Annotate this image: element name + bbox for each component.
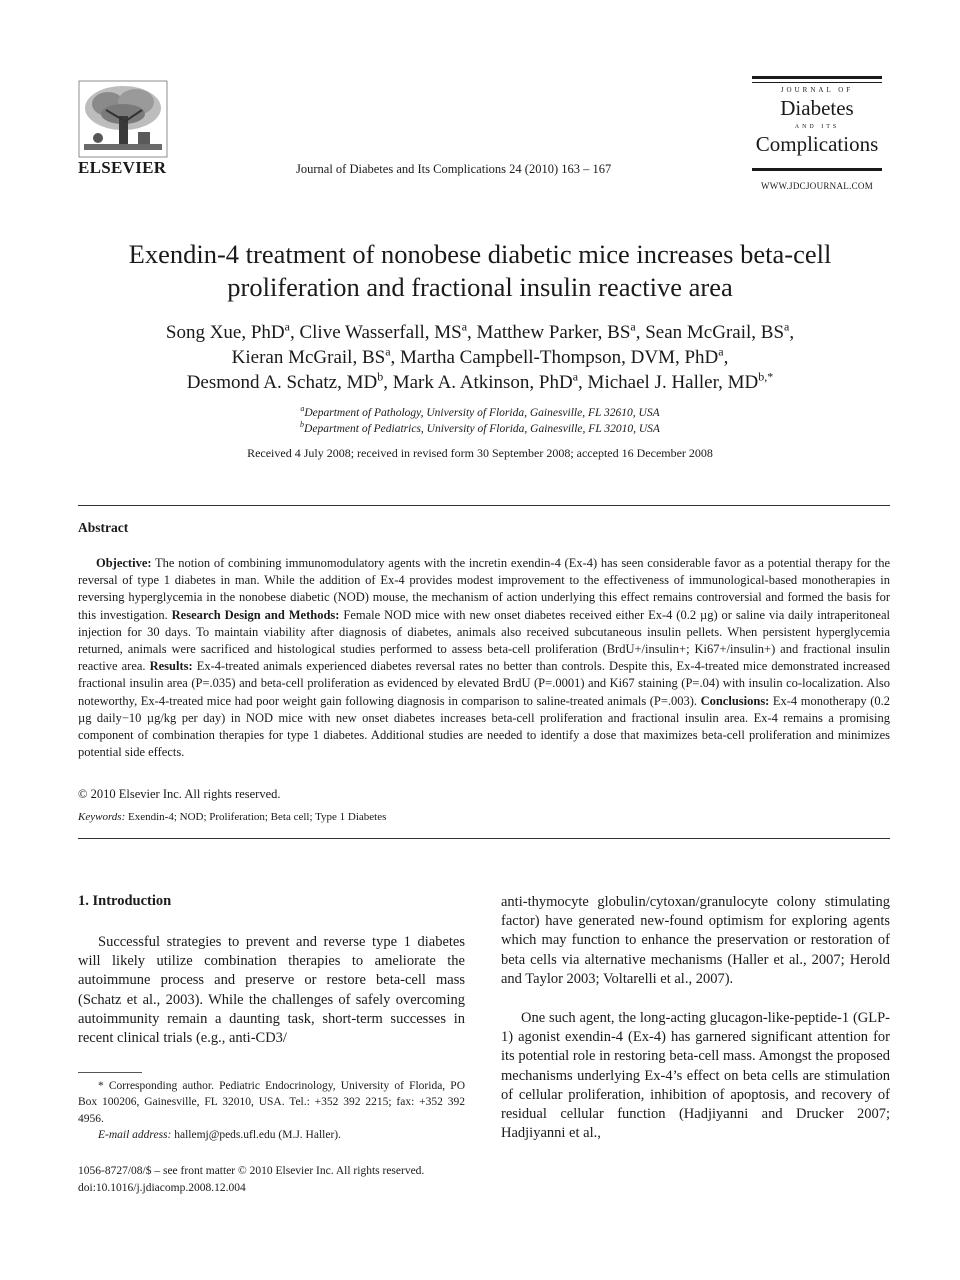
author-affil-sup: a [784, 319, 790, 334]
corresponding-author-footnote: * Corresponding author. Pediatric Endocrinology, University of Florida, PO Box 100206, Gainesville, FL 32010, USA. Tel.: +352 392 2215; fax: +352 392 4956. [78, 1080, 465, 1125]
publisher-name: ELSEVIER [78, 158, 167, 177]
affiliation-a [60, 405, 900, 421]
author-name: Clive Wasserfall, MS [299, 322, 462, 343]
title-line-1: Exendin-4 treatment of nonobese diabetic mice increases beta-cell [128, 239, 832, 269]
intro-paragraph-2: One such agent, the long-acting glucagon-like-peptide-1 (GLP-1) agonist exendin-4 (Ex-4) has garnered significant attention for its potential role in restoring beta-cell mass. Amongst the proposed mechanisms underlying Ex-4’s effect on beta cells are stimulation of cellular proliferation, inhibition of apoptosis, and recovery of residual cellular function (Hadjiyanni and Drucker 2007; Hadjiyanni et al., [501, 1010, 890, 1142]
email-footnote [78, 1129, 465, 1141]
author-name: Martha Campbell-Thompson, DVM, PhD [400, 347, 719, 368]
masthead-journal-of: JOURNAL OF [780, 86, 854, 94]
section-heading-introduction: 1. Introduction [78, 893, 172, 909]
affiliations [60, 405, 900, 437]
intro-paragraph-continued: anti-thymocyte globulin/cytoxan/granulocyte colony stimulating factor) have generated new-found optimism for exploring agents which may function to enhance the preservation or restoration of beta cells via alternative mechanisms (Haller et al., 2007; Herold and Taylor 2003; Voltarelli et al., 2007). [501, 894, 890, 987]
author-affil-sup: a [461, 319, 468, 334]
author-sep: , [789, 322, 795, 343]
author-sep: , [390, 347, 401, 368]
author-name: Sean McGrail, BS [645, 322, 785, 343]
affil-sup: a [300, 404, 305, 414]
author-name: Song Xue, PhD [165, 322, 285, 343]
author-name: Kieran McGrail, BS [231, 347, 386, 368]
author-affil-sup: a [718, 344, 724, 359]
author-sep: , [383, 372, 393, 393]
abstract-body [78, 555, 890, 761]
author-affil-sup: a [630, 319, 636, 334]
journal-url[interactable]: WWW.JDCJOURNAL.COM [760, 181, 874, 191]
keywords-list: Exendin-4; NOD; Proliferation; Beta cell; Type 1 Diabetes [128, 811, 387, 823]
author-affil-sup: a [572, 369, 579, 384]
issn-doi [78, 1163, 424, 1196]
author-sep: , [635, 322, 646, 343]
intro-paragraph-1: Successful strategies to prevent and reverse type 1 diabetes will likely utilize combination therapies to ameliorate the autoimmune process and preserve or restore beta-cell mass (Schatz et al., 2003). While the challenges of safely overcoming autoimmunity remain a daunting task, short-term successes in recent clinical trials (e.g., anti-CD3/ [78, 934, 465, 1047]
masthead-rule-top [752, 76, 882, 79]
abstract-heading: Abstract [78, 520, 129, 535]
email-address[interactable]: hallemj@peds.ufl.edu (M.J. Haller). [171, 1129, 341, 1141]
author-name: Michael J. Haller, MD [587, 372, 759, 393]
author-name: Matthew Parker, BS [476, 322, 631, 343]
received-dates: Received 4 July 2008; received in revised form 30 September 2008; accepted 16 December 2008 [247, 446, 713, 460]
affil-sup: b [300, 420, 305, 430]
author-sep: , [723, 347, 729, 368]
title-line-2: proliferation and fractional insulin reactive area [227, 272, 733, 302]
results-text: Ex-4-treated animals experienced diabetes reversal rates no better than controls. Despite this, Ex-4-treated mice demonstrated increased fractional insulin area (P=.035) and beta-cell proliferation as evidenced by elevated BrdU (P=.0001) and Ki67 staining (P=.04) with insulin co-localization. Also noteworthy, Ex-4-treated mice had poor weight gain following diagnosis in comparison to saline-treated animals (P=.003). [78, 659, 890, 708]
masthead-diabetes: Diabetes [780, 96, 854, 120]
issn-line: 1056-8727/08/$ – see front matter © 2010 Elsevier Inc. All rights reserved. [78, 1165, 425, 1177]
author-name: Desmond A. Schatz, MD [186, 372, 378, 393]
journal-citation: Journal of Diabetes and Its Complications 24 (2010) 163 – 167 [296, 162, 612, 176]
abstract-divider-bottom [78, 838, 890, 839]
conclusions-label: Conclusions: [700, 693, 770, 708]
doi-line[interactable]: doi:10.1016/j.jdiacomp.2008.12.004 [78, 1181, 246, 1194]
objective-text: The notion of combining immunomodulatory agents with the incretin exendin-4 (Ex-4) has seen considerable favor as a potential therapy for the reversal of type 1 diabetes in man. While the addition of Ex-4 provides modest improvement to the effectiveness of immunological-based monotherapies in reversing hyperglycemia in the nonobese diabetic (NOD) mouse, the mechanism of action underlying this effect remains controversial and formed the basis for this investigation. [78, 556, 890, 622]
keywords [78, 811, 386, 823]
author-sep: , [467, 322, 477, 343]
author-affil-sup: a [385, 344, 391, 359]
author-name: Mark A. Atkinson, PhD [392, 372, 573, 393]
author-line-3 [60, 370, 900, 395]
author-line-2 [60, 345, 900, 370]
abstract-copyright: © 2010 Elsevier Inc. All rights reserved. [78, 787, 281, 801]
author-affil-sup: b,* [758, 369, 774, 384]
author-sep: , [289, 322, 300, 343]
conclusions-text: Ex-4 monotherapy (0.2 µg daily−10 µg/kg per day) in NOD mice with new onset diabetes increases beta-cell proliferation and fractional insulin area. Ex-4 remains a promising component of combination therapies for type 1 diabetes. Additional studies are needed to identify a dose that maximizes beta-cell proliferation and minimizes potential side effects. [78, 693, 890, 760]
author-affil-sup: b [377, 369, 384, 384]
methods-label: Research Design and Methods: [171, 607, 340, 622]
masthead-complications: Complications [755, 132, 879, 156]
email-label: E-mail address: [98, 1129, 172, 1141]
tree-icon [78, 80, 168, 158]
affil-text: Department of Pediatrics, University of Florida, Gainesville, FL 32010, USA [304, 423, 660, 435]
author-line-1 [60, 320, 900, 345]
article-title [60, 238, 900, 304]
keywords-label: Keywords: [78, 811, 126, 823]
masthead-rule-bottom [752, 168, 882, 171]
affil-text: Department of Pathology, University of Florida, Gainesville, FL 32610, USA [304, 407, 660, 419]
results-label: Results: [149, 659, 193, 674]
author-sep: , [578, 372, 588, 393]
methods-text: Female NOD mice with new onset diabetes received either Ex-4 (0.2 µg) or saline via daily intraperitoneal injection for 30 days. To maintain viability after diagnosis of diabetes, animals also received subcutaneous insulin pellets. When persistent hyperglycemia returned, animals were sacrificed and histological studies performed to assess beta-cell proliferation (BrdU+/insulin+; Ki67+/insulin+) and fractional insulin reactive area. [78, 607, 890, 674]
author-affil-sup: a [284, 319, 290, 334]
abstract-divider-top [78, 505, 890, 506]
masthead-rule-thin [752, 82, 882, 83]
footnote-rule [78, 1072, 142, 1073]
author-list [60, 320, 900, 395]
objective-label: Objective: [96, 556, 152, 570]
affiliation-b [60, 421, 900, 437]
masthead-and-its: AND ITS [794, 124, 840, 130]
